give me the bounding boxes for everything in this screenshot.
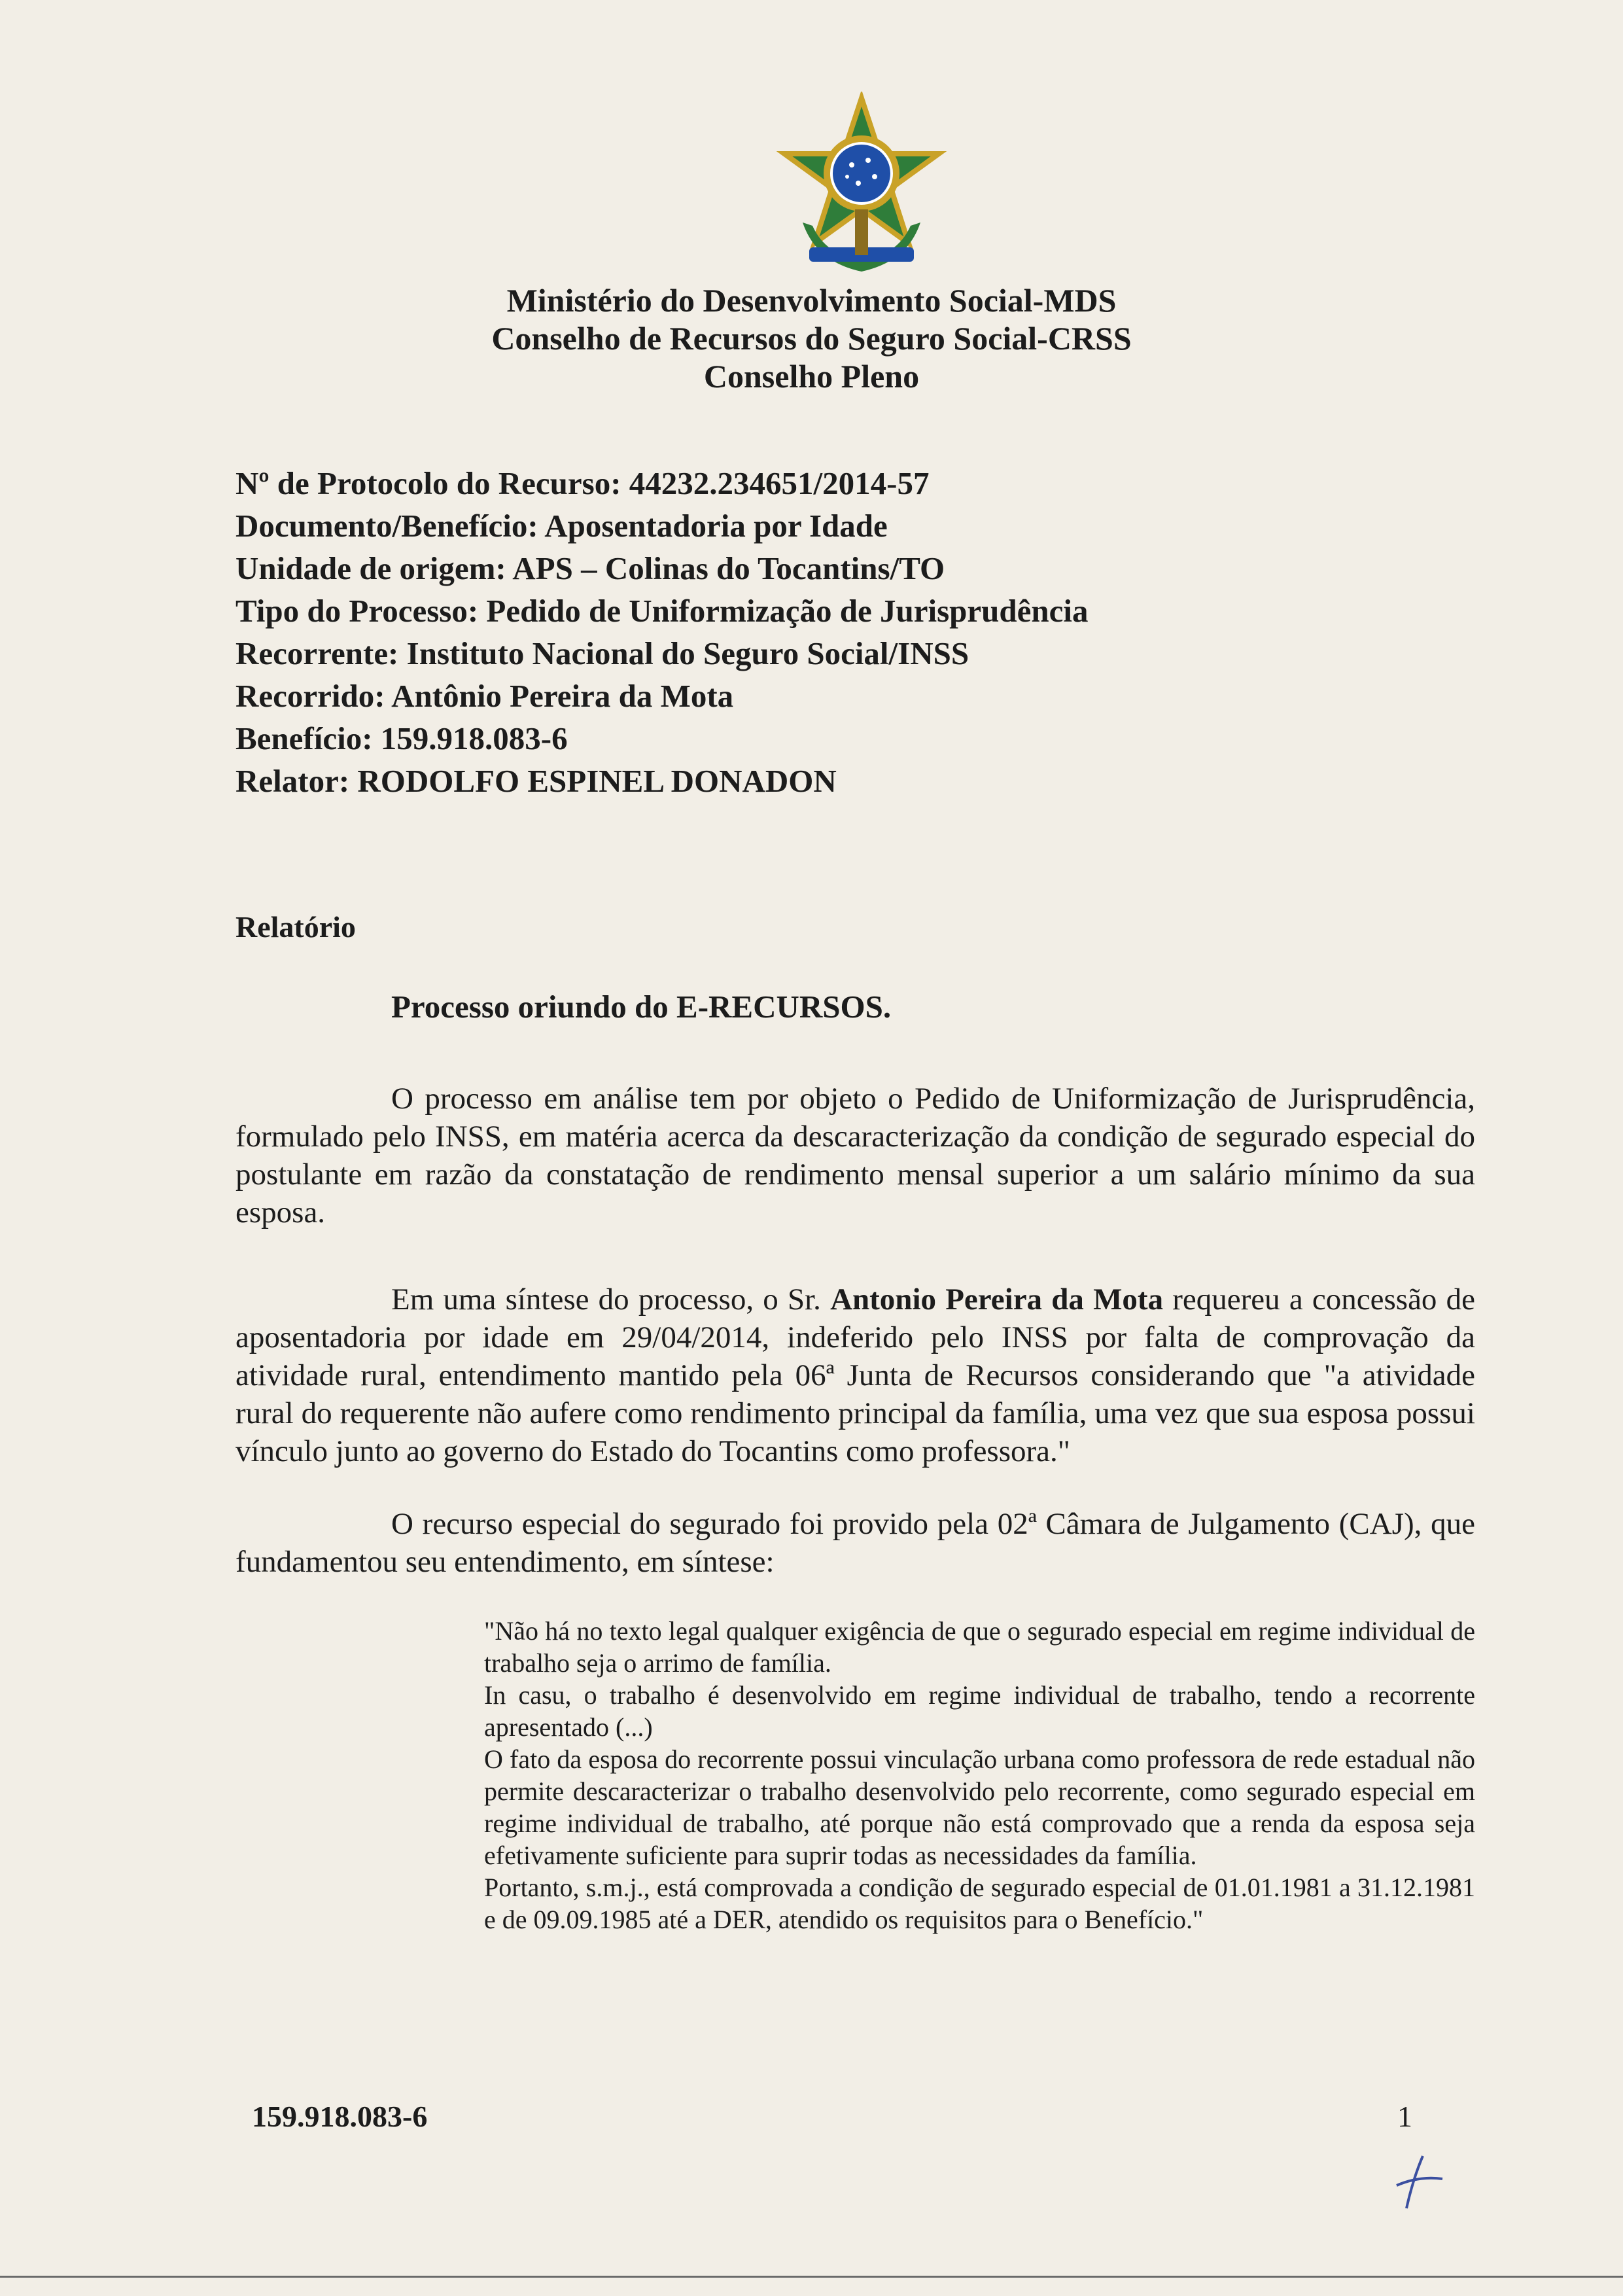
- bottom-divider: [0, 2276, 1623, 2278]
- origin-unit: Unidade de origem: APS – Colinas do Tocantins/TO: [236, 550, 945, 586]
- page-number: 1: [1397, 2100, 1412, 2133]
- paragraph-1-text: O processo em análise tem por objeto o Pedido de Uniformização de Jurisprudência, formulado pelo INSS, em matéria acerca da descaracterização da condição de segurado especial do postulante em razão da constatação de rendimento mensal superior a um salário mínimo da sua esposa.: [236, 1082, 1475, 1229]
- footer-benefit-number: 159.918.083-6: [252, 2100, 428, 2133]
- document-benefit: Documento/Benefício: Aposentadoria por Idade: [236, 508, 888, 544]
- quote-paragraph: "Não há no texto legal qualquer exigência de que o segurado especial em regime individual de trabalho seja o arrimo de família.: [484, 1616, 1475, 1678]
- paragraph-2: [236, 1280, 1475, 1470]
- ministry-title: Ministério do Desenvolvimento Social-MDS: [506, 282, 1117, 319]
- decision-quote: [484, 1615, 1475, 1935]
- process-type: Tipo do Processo: Pedido de Uniformização de Jurisprudência: [236, 593, 1089, 629]
- appellant: Recorrente: Instituto Nacional do Seguro Social/INSS: [236, 635, 969, 671]
- plenary-title: Conselho Pleno: [703, 358, 920, 395]
- appellee: Recorrido: Antônio Pereira da Mota: [236, 678, 734, 714]
- rapporteur: Relator: RODOLFO ESPINEL DONADON: [236, 763, 837, 799]
- paragraph-3: [236, 1505, 1475, 1581]
- paragraph-2-text-a: Em uma síntese do processo, o Sr.: [391, 1282, 831, 1316]
- paragraph-1: [236, 1080, 1475, 1231]
- brazil-coat-of-arms-icon: [763, 92, 960, 288]
- origin-note: Processo oriundo do E-RECURSOS.: [391, 989, 892, 1025]
- council-title: Conselho de Recursos do Seguro Social-CRSS: [491, 320, 1132, 357]
- section-title: Relatório: [236, 910, 356, 944]
- quote-paragraph: O fato da esposa do recorrente possui vinculação urbana como professora de rede estadual não permite descaracterizar o trabalho desenvolvido pelo recorrente, como segurado especial em regime individual de trabalho, até porque não está comprovado que a renda da esposa seja efetivamente suficiente para suprir todas as necessidades da família.: [484, 1744, 1475, 1870]
- quote-paragraph: Portanto, s.m.j., está comprovada a condição de segurado especial de 01.01.1981 a 31.12.1981 e de 09.09.1985 até a DER, atendido os requisitos para o Benefício.": [484, 1873, 1475, 1934]
- claimant-name: Antonio Pereira da Mota: [830, 1282, 1164, 1316]
- quote-paragraph: In casu, o trabalho é desenvolvido em regime individual de trabalho, tendo a recorrente apresentado (...): [484, 1680, 1475, 1742]
- benefit-number: Benefício: 159.918.083-6: [236, 720, 568, 756]
- paragraph-3-text: O recurso especial do segurado foi provido pela 02ª Câmara de Julgamento (CAJ), que fundamentou seu entendimento, em síntese:: [236, 1507, 1475, 1579]
- handwritten-initial-icon: [1393, 2153, 1446, 2212]
- protocol-number: Nº de Protocolo do Recurso: 44232.234651/2014-57: [236, 465, 930, 501]
- paragraph-2-text-b: requereu a concessão de aposentadoria por idade em 29/04/2014, indeferido pelo INSS por falta de comprovação da atividade rural, entendimento mantido pela 06ª Junta de Recursos considerando que "a atividade rural do requerente não aufere como rendimento principal da família, uma vez que sua esposa possui vínculo junto ao governo do Estado do Tocantins como professora.": [236, 1282, 1475, 1468]
